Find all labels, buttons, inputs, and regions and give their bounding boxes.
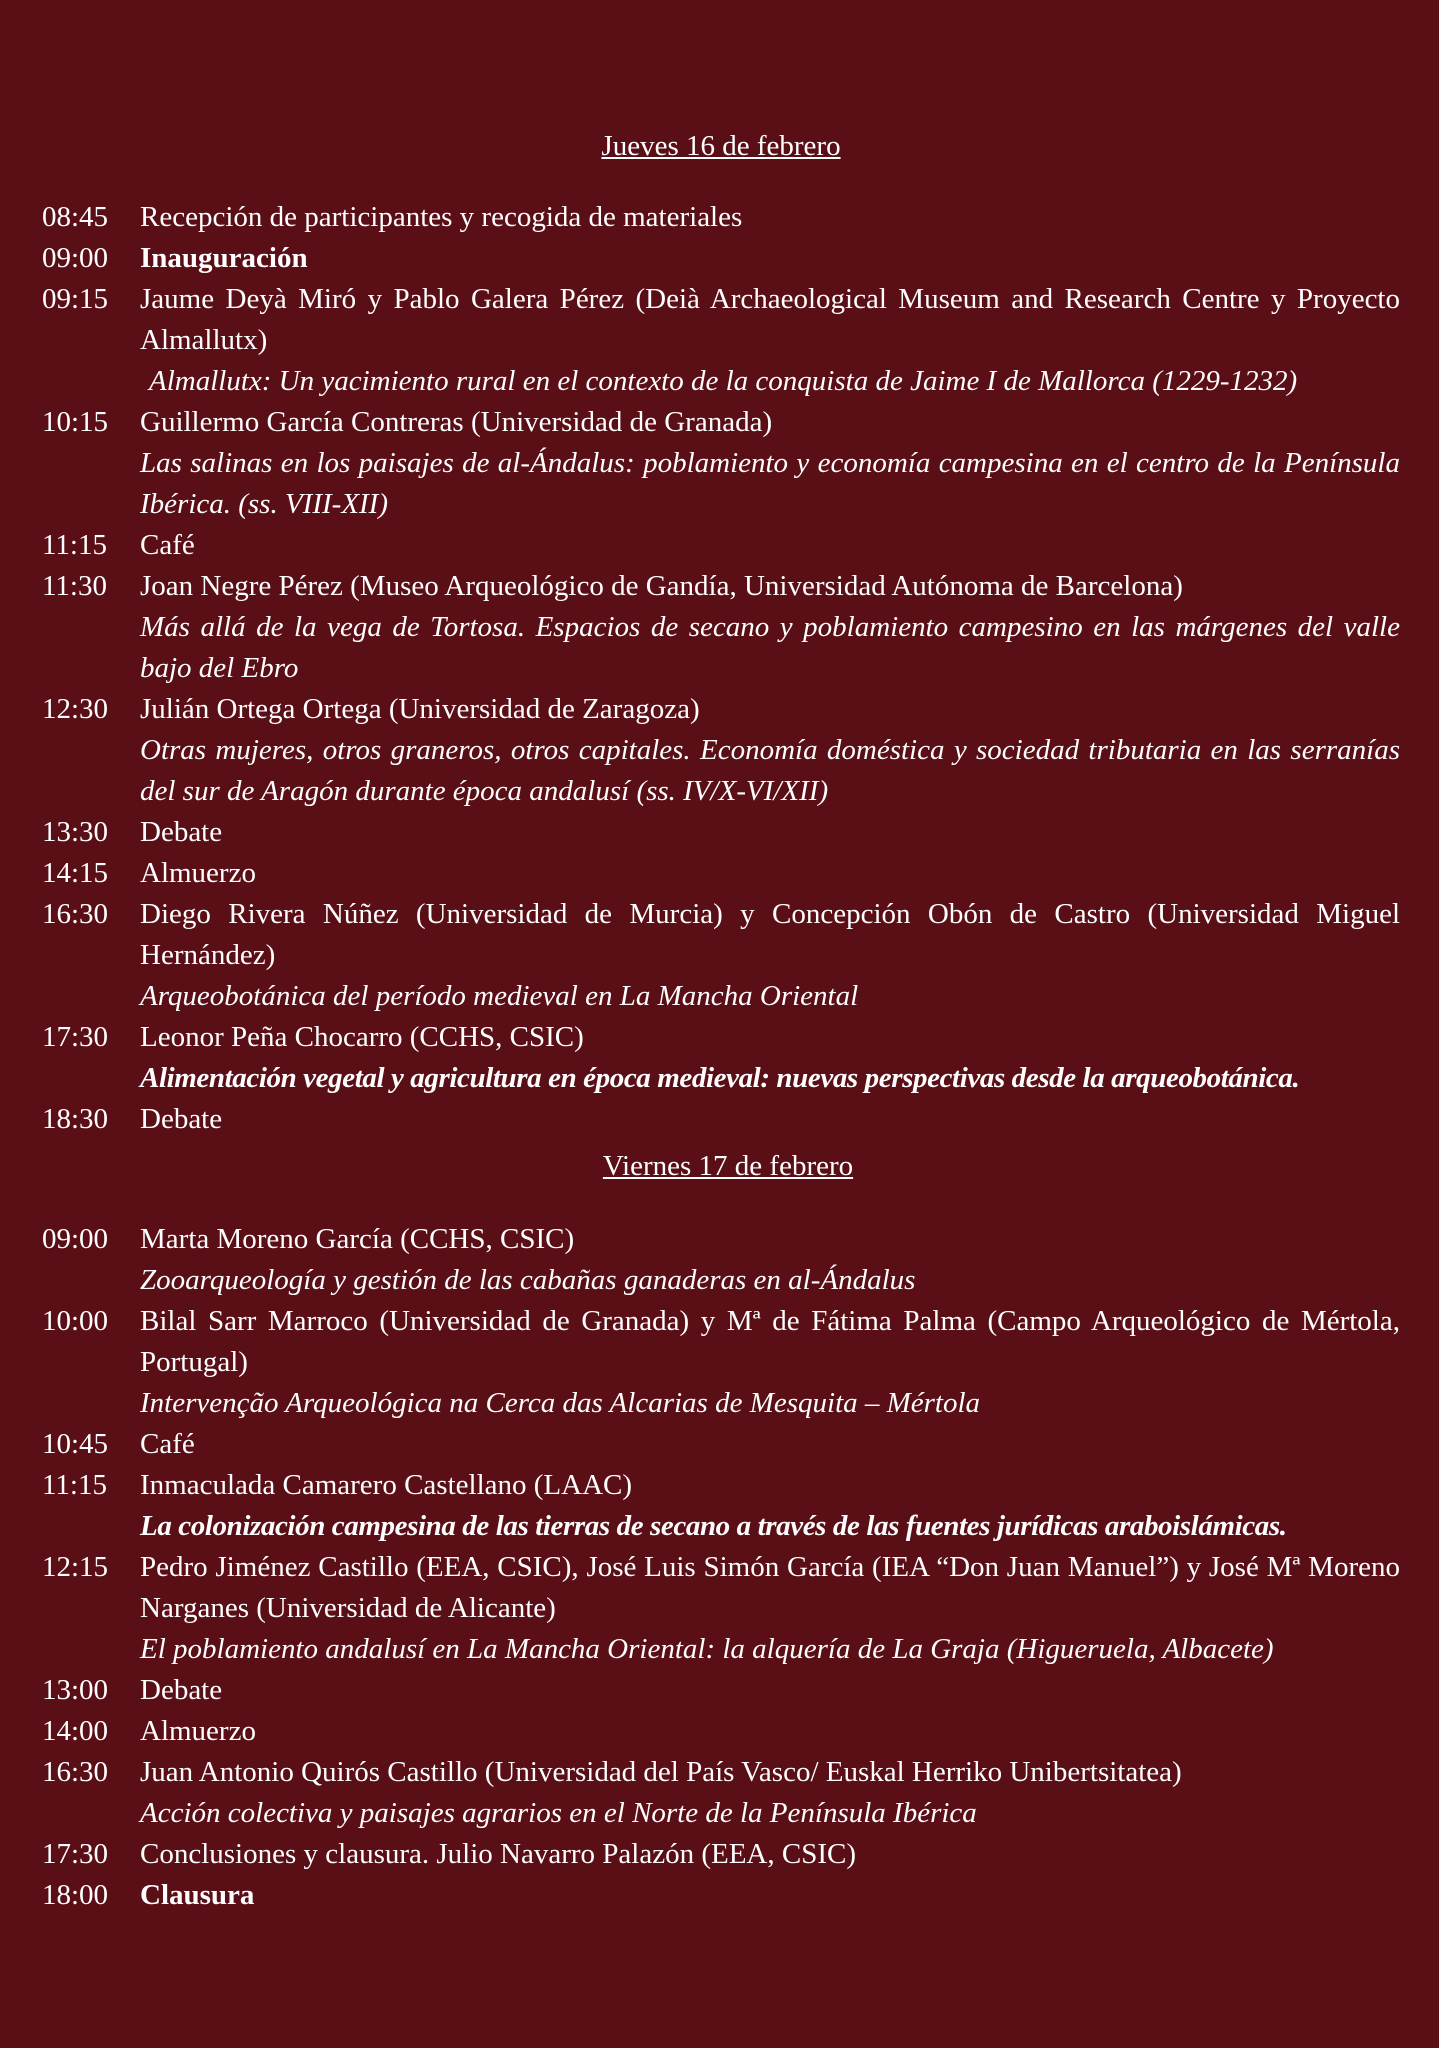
- entry-text: Inauguración: [140, 242, 308, 274]
- talk-title: La colonización campesina de las tierras de secano a través de las fuentes jurídicas araboislámicas.: [140, 1510, 1287, 1542]
- entry-text: Julián Ortega Ortega (Universidad de Zaragoza): [140, 693, 700, 725]
- entry-time: 14:15: [42, 857, 109, 889]
- entry-time: 11:15: [42, 1469, 107, 1501]
- entry-time: 16:30: [42, 898, 109, 930]
- entry-text: Conclusiones y clausura. Julio Navarro Palazón (EEA, CSIC): [140, 1838, 856, 1870]
- schedule-entry: [42, 1465, 1400, 1547]
- schedule-entry: [42, 1875, 1400, 1916]
- schedule-entry: [42, 197, 1400, 238]
- day-title-friday: Viernes 17 de febrero: [602, 1150, 854, 1182]
- entry-text: Inmaculada Camarero Castellano (LAAC): [140, 1469, 633, 1501]
- entry-time: 12:30: [42, 693, 109, 725]
- entry-time: 10:00: [42, 1305, 109, 1337]
- entry-time: 10:15: [42, 406, 109, 438]
- entry-time: 18:30: [42, 1103, 109, 1135]
- entry-time: 13:00: [42, 1674, 109, 1706]
- talk-title: Intervenção Arqueológica na Cerca das Alcarias de Mesquita – Mértola: [140, 1387, 981, 1419]
- talk-title: Alimentación vegetal y agricultura en época medieval: nuevas perspectivas desde la arqueobotánica.: [140, 1062, 1300, 1094]
- schedule-entry: [42, 279, 1400, 402]
- entry-time: 12:15: [42, 1551, 109, 1583]
- schedule-entry: [42, 566, 1400, 689]
- schedule-entry: [42, 1017, 1400, 1099]
- entry-text: Recepción de participantes y recogida de materiales: [140, 201, 743, 233]
- schedule-entry: [42, 1752, 1400, 1834]
- entry-time: 11:30: [42, 570, 107, 602]
- schedule-entry: [42, 1219, 1400, 1301]
- schedule-entry: [42, 894, 1400, 1017]
- entry-time: 17:30: [42, 1838, 109, 1870]
- talk-title: Las salinas en los paisajes de al-Ándalus: poblamiento y economía campesina en el centro de la Península Ibérica. (ss. VIII-XII): [140, 447, 1400, 520]
- entry-text: Leonor Peña Chocarro (CCHS, CSIC): [140, 1021, 584, 1053]
- entry-time: 09:00: [42, 1223, 109, 1255]
- talk-title: Otras mujeres, otros graneros, otros capitales. Economía doméstica y sociedad tributaria en las serranías del sur de Aragón durante época andalusí (ss. IV/X-VI/XII): [140, 734, 1400, 807]
- entry-time: 11:15: [42, 529, 107, 561]
- schedule-entry: [42, 1547, 1400, 1670]
- schedule-entry: [42, 1670, 1400, 1711]
- schedule-entry: [42, 1301, 1400, 1424]
- entry-time: 17:30: [42, 1021, 109, 1053]
- talk-title: Zooarqueología y gestión de las cabañas ganaderas en al-Ándalus: [140, 1264, 916, 1296]
- schedule-entry: [42, 812, 1400, 853]
- talk-title: Acción colectiva y paisajes agrarios en el Norte de la Península Ibérica: [140, 1797, 977, 1829]
- schedule-entry: [42, 689, 1400, 812]
- entry-time: 08:45: [42, 201, 109, 233]
- schedule-entry: [42, 525, 1400, 566]
- entry-text: Debate: [140, 1103, 223, 1135]
- entry-text: Debate: [140, 816, 223, 848]
- entry-text: Bilal Sarr Marroco (Universidad de Granada) y Mª de Fátima Palma (Campo Arqueológico de Mértola, Portugal): [140, 1305, 1400, 1378]
- entry-time: 14:00: [42, 1715, 109, 1747]
- entry-text: Debate: [140, 1674, 223, 1706]
- schedule-entry: [42, 1834, 1400, 1875]
- talk-title: El poblamiento andalusí en La Mancha Oriental: la alquería de La Graja (Higueruela, Albacete): [140, 1633, 1274, 1665]
- schedule-entry: [42, 238, 1400, 279]
- entry-time: 18:00: [42, 1879, 109, 1911]
- entry-text: Café: [140, 1428, 195, 1460]
- talk-title: Arqueobotánica del período medieval en La Mancha Oriental: [140, 980, 859, 1012]
- entry-time: 10:45: [42, 1428, 109, 1460]
- entry-time: 09:00: [42, 242, 109, 274]
- schedule-entry: [42, 1424, 1400, 1465]
- entry-text: Jaume Deyà Miró y Pablo Galera Pérez (Deià Archaeological Museum and Research Centre y Proyecto Almallutx): [140, 283, 1400, 356]
- entry-text: Almuerzo: [140, 857, 256, 889]
- entry-text: Pedro Jiménez Castillo (EEA, CSIC), José Luis Simón García (IEA “Don Juan Manuel”) y José Mª Moreno Narganes (Universidad de Alicante): [140, 1551, 1400, 1624]
- entry-time: 09:15: [42, 283, 109, 315]
- day-title-thursday: Jueves 16 de febrero: [601, 130, 841, 162]
- schedule-entry: [42, 1711, 1400, 1752]
- entry-text: Joan Negre Pérez (Museo Arqueológico de Gandía, Universidad Autónoma de Barcelona): [140, 570, 1183, 602]
- entry-time: 13:30: [42, 816, 109, 848]
- talk-title: Más allá de la vega de Tortosa. Espacios de secano y poblamiento campesino en las márgenes del valle bajo del Ebro: [140, 611, 1400, 684]
- entry-text: Juan Antonio Quirós Castillo (Universidad del País Vasco/ Euskal Herriko Unibertsitatea): [140, 1756, 1182, 1788]
- entry-text: Diego Rivera Núñez (Universidad de Murcia) y Concepción Obón de Castro (Universidad Miguel Hernández): [140, 898, 1400, 971]
- entry-text: Almuerzo: [140, 1715, 256, 1747]
- entry-text: Marta Moreno García (CCHS, CSIC): [140, 1223, 575, 1255]
- schedule-entry: [42, 1099, 1400, 1140]
- schedule-entry: [42, 402, 1400, 525]
- entry-text: Guillermo García Contreras (Universidad de Granada): [140, 406, 773, 438]
- entry-text: Café: [140, 529, 195, 561]
- entry-time: 16:30: [42, 1756, 109, 1788]
- schedule-entry: [42, 853, 1400, 894]
- program-page: [42, 126, 1400, 1916]
- talk-title: Almallutx: Un yacimiento rural en el contexto de la conquista de Jaime I de Mallorca (1229-1232): [149, 365, 1298, 397]
- entry-text: Clausura: [140, 1879, 255, 1911]
